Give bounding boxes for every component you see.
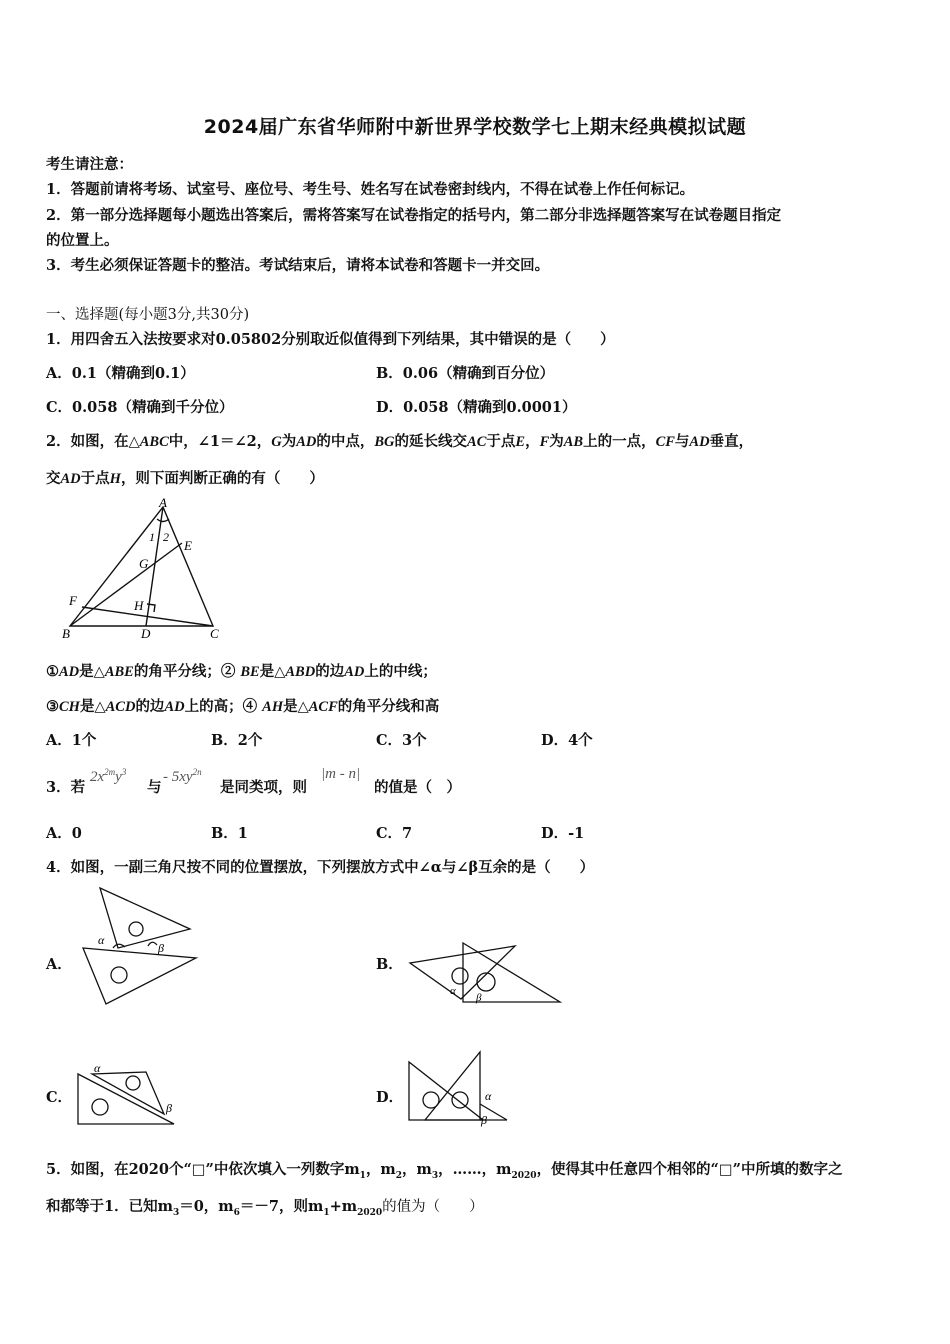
q1-option-d: D．0.058（精确到0.0001） bbox=[376, 399, 577, 416]
label-e: E bbox=[184, 538, 192, 553]
q4-option-d: D． bbox=[376, 1089, 404, 1106]
label-f: F bbox=[69, 593, 77, 608]
q2-stem-line2: 交AD于点H，则下面判断正确的有（ ） bbox=[46, 470, 324, 487]
q4-stem: 4．如图，一副三角尺按不同的位置摆放，下列摆放方式中∠α与∠β互余的是（ ） bbox=[46, 859, 595, 876]
notice-item-2-cont: 的位置上。 bbox=[46, 232, 119, 249]
q3-option-a: A．0 bbox=[46, 825, 82, 842]
q4-figure-a bbox=[78, 886, 203, 1012]
notice-item-1: 1．答题前请将考场、试室号、座位号、考生号、姓名写在试卷密封线内，不得在试卷上作任何标记。 bbox=[46, 181, 695, 198]
page-title: 2024届广东省华师附中新世界学校数学七上期末经典模拟试题 bbox=[203, 116, 747, 138]
q3-term-1: $2x^{2m}y^3$ bbox=[90, 767, 127, 785]
q1-option-a: A．0.1（精确到0.1） bbox=[46, 365, 195, 382]
label-angle-1: 1 bbox=[149, 530, 155, 544]
q1-stem: 1．用四舍五入法按要求对0.05802分别取近似值得到下列结果，其中错误的是（ ） bbox=[46, 331, 615, 348]
q2-stem-line1: 2．如图，在△ABC中，∠1＝∠2，G为AD的中点，BG的延长线交AC于点E，F为AB上的一点，CF与AD垂直， bbox=[46, 433, 754, 450]
label-c: C bbox=[210, 626, 219, 641]
beta-label: β bbox=[158, 941, 164, 955]
label-b: B bbox=[62, 626, 70, 641]
alpha-label: α bbox=[450, 985, 456, 997]
notice-item-3: 3．考生必须保证答题卡的整洁。考试结束后，请将本试卷和答题卡一并交回。 bbox=[46, 257, 550, 274]
q4-option-b: B． bbox=[376, 956, 403, 973]
q3-p3: 是同类项，则 bbox=[220, 779, 307, 796]
alpha-label: α bbox=[98, 933, 105, 947]
q1-option-b: B．0.06（精确到百分位） bbox=[376, 365, 555, 382]
q4-figure-b bbox=[405, 940, 565, 1012]
q5-stem-line2: 和都等于1．已知$m_3=0$，$m_6=-7$，则$m_1+m_{2020}$的值为（ ） bbox=[46, 1198, 484, 1218]
label-angle-2: 2 bbox=[163, 530, 169, 544]
q2-statement-3-4: ③CH是△ACD的边AD上的高；④ AH是△ACF的角平分线和高 bbox=[46, 698, 440, 715]
q2-option-a: A．1个 bbox=[46, 732, 97, 749]
beta-label: β bbox=[476, 992, 482, 1004]
q4-option-c: C． bbox=[46, 1089, 73, 1106]
q3-option-b: B．1 bbox=[211, 825, 248, 842]
section-heading: 一、选择题(每小题3分,共30分) bbox=[46, 307, 250, 323]
q2-option-b: B．2个 bbox=[211, 732, 263, 749]
label-d: D bbox=[141, 626, 151, 641]
q4-figure-c bbox=[74, 1060, 184, 1132]
q3-p4: 的值是（ ） bbox=[374, 779, 461, 796]
label-a: A bbox=[159, 495, 167, 510]
beta-label: β bbox=[166, 1101, 172, 1115]
beta-label: β bbox=[481, 1113, 487, 1127]
notice-item-2: 2．第一部分选择题每小题选出答案后，需将答案写在试卷指定的括号内，第二部分非选择题答案写在试卷题目指定 bbox=[46, 207, 782, 224]
q5-stem-line1: 5．如图，在2020个“□”中依次填入一列数字$m_1$，$m_2$，$m_3$，……，$m_{2020}$，使得其中任意四个相邻的“□”中所填的数字之 bbox=[46, 1161, 843, 1181]
q3-p1: 3．若 bbox=[46, 779, 86, 796]
q3-option-c: C．7 bbox=[376, 825, 413, 842]
label-g: G bbox=[139, 556, 149, 571]
q3-term-2: - $5xy^{2n}$ bbox=[163, 767, 202, 785]
notice-heading: 考生请注意： bbox=[46, 156, 133, 173]
q2-triangle-figure bbox=[60, 494, 230, 646]
q3-option-d: D．-1 bbox=[541, 825, 585, 842]
label-h: H bbox=[134, 598, 144, 613]
alpha-label: α bbox=[94, 1061, 101, 1075]
q3-abs-expression: |m - n| bbox=[321, 766, 361, 782]
alpha-label: α bbox=[485, 1089, 492, 1103]
q1-option-c: C．0.058（精确到千分位） bbox=[46, 399, 234, 416]
q2-option-c: C．3个 bbox=[376, 732, 427, 749]
q2-option-d: D．4个 bbox=[541, 732, 593, 749]
q4-figure-d bbox=[405, 1048, 515, 1132]
q2-statement-1-2: ①AD是△ABE的角平分线；② BE是△ABD的边AD上的中线； bbox=[46, 663, 437, 680]
q3-p2: 与 bbox=[147, 779, 162, 796]
q4-option-a: A． bbox=[46, 956, 72, 973]
